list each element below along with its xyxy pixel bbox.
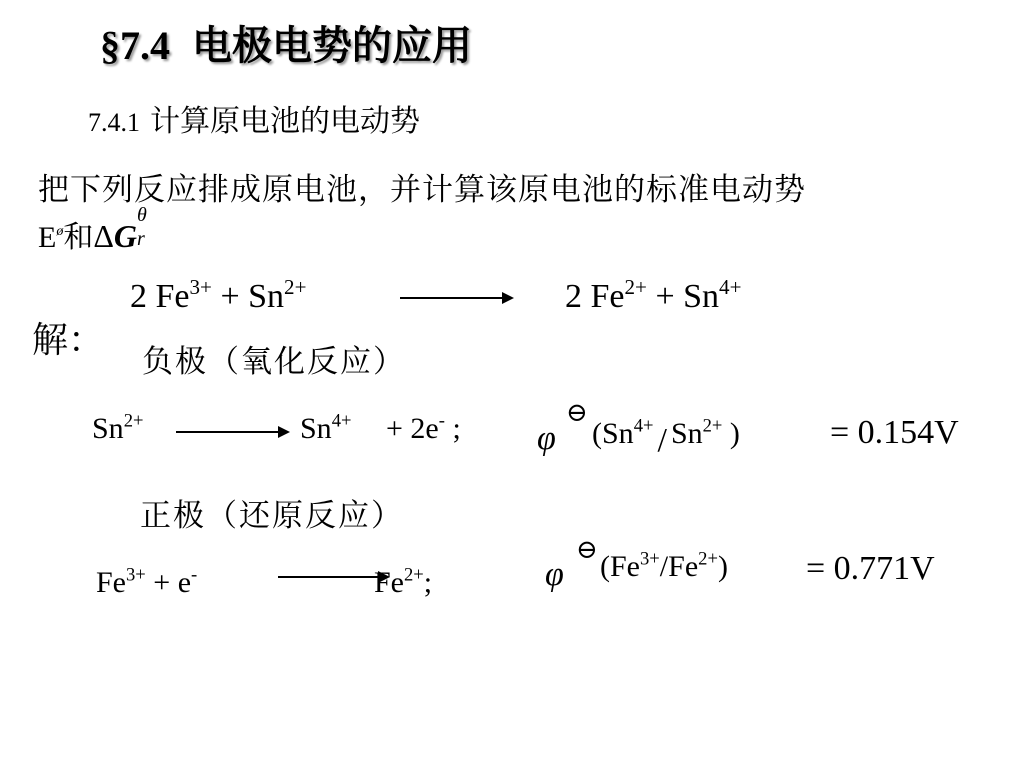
cathode-arrow bbox=[278, 576, 388, 578]
anode-electrons: + 2e- ; bbox=[386, 410, 461, 445]
positive-electrode-label: 正极（还原反应） bbox=[140, 498, 404, 533]
standard-state-mark-2: ⊖ bbox=[576, 535, 598, 564]
cathode-couple: $(Fe^{3+}/Fe^{2+})$ bbox=[600, 548, 728, 583]
task-text: 把下列反应排成原电池，并计算该原电池的标准电动势 bbox=[38, 172, 806, 207]
anode-potential-symbol: φ bbox=[537, 420, 556, 457]
subsection-text: 计算原电池的电动势 bbox=[150, 105, 420, 138]
section-title: 电极电势的应用 bbox=[192, 23, 472, 68]
anode-arrow bbox=[176, 431, 288, 433]
main-reaction-reactants: 2 $Fe^{3+} + Sn^{2+}$ bbox=[130, 274, 307, 315]
cathode-potential-value: = 0.771V bbox=[806, 550, 935, 587]
task-symbols bbox=[38, 204, 151, 256]
standard-state-mark: ⊖ bbox=[566, 398, 588, 427]
subsection-title bbox=[88, 96, 420, 140]
main-reaction-products: 2 $Fe^{2+} + Sn^{4+}$ bbox=[565, 274, 742, 315]
anode-couple: ($Sn^{4+} / Sn^{2+}$ ) bbox=[592, 415, 740, 459]
emf-standard-mark: ø bbox=[56, 224, 64, 239]
gibbs-symbol: ΔG bbox=[93, 218, 138, 254]
page-title bbox=[100, 14, 472, 71]
solution-label: 解： bbox=[32, 320, 105, 360]
negative-electrode-label: 负极（氧化反应） bbox=[142, 344, 406, 379]
and-text: 和 bbox=[63, 221, 94, 254]
anode-reactant: $Sn^{2+}$ bbox=[92, 410, 144, 445]
anode-potential-value: = 0.154V bbox=[830, 414, 959, 451]
emf-symbol: E bbox=[38, 221, 57, 254]
cathode-potential-symbol: φ bbox=[545, 556, 564, 593]
subsection-number: 7.4.1 bbox=[88, 108, 140, 137]
anode-product: $Sn^{4+}$ bbox=[300, 410, 352, 445]
reaction-arrow bbox=[400, 297, 512, 299]
gibbs-scripts: θ r bbox=[137, 204, 147, 250]
cathode-reactants: $Fe^{3+} + e^-$ bbox=[96, 564, 198, 599]
section-number: §7.4 bbox=[100, 23, 170, 68]
cathode-product: $Fe^{2+}$; bbox=[374, 564, 433, 599]
